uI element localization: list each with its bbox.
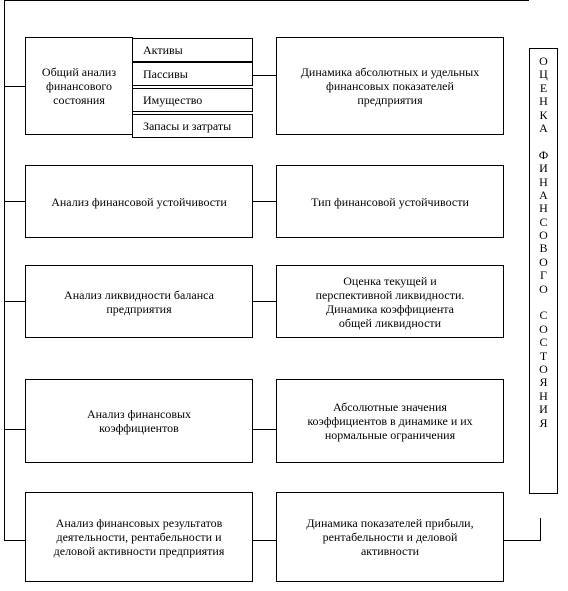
liquidity-box bbox=[25, 265, 253, 338]
vertical-title-letter: К bbox=[539, 107, 548, 122]
vertical-title-letter: О bbox=[539, 228, 548, 243]
vertical-title-letter: О bbox=[539, 361, 548, 376]
sub-item-assets bbox=[132, 38, 253, 62]
vertical-title-letter: А bbox=[539, 120, 548, 135]
right-bottom-connector bbox=[540, 518, 541, 541]
vertical-title-letter: Н bbox=[539, 388, 548, 403]
vertical-title-letter: Г bbox=[540, 268, 547, 283]
results-label: Анализ финансовых результатов деятельности, рентабельности и деловой активности предприятия bbox=[53, 516, 225, 558]
liquidity-assessment-label: Оценка текущей и перспективной ликвидности. Динамика коэффициента общей ликвидности bbox=[315, 273, 465, 330]
vertical-title-letter: С bbox=[539, 335, 548, 350]
dynamics-label: Динамика абсолютных и удельных финансовых показателей предприятия bbox=[300, 65, 480, 107]
vertical-title-letter: О bbox=[539, 281, 548, 296]
mid-connector-3 bbox=[252, 301, 277, 302]
mid-connector-5 bbox=[252, 540, 277, 541]
left-connector-3 bbox=[4, 301, 25, 302]
vertical-title-letter: А bbox=[539, 187, 548, 202]
vertical-title-letter: С bbox=[539, 308, 548, 323]
sub-item-inventory bbox=[132, 114, 253, 138]
mid-connector-2 bbox=[252, 201, 277, 202]
financial-stability-label: Анализ финансовой устойчивости bbox=[51, 194, 227, 209]
sub-item-property bbox=[132, 88, 253, 112]
results-box bbox=[25, 492, 253, 582]
sub-item-label: Запасы и затраты bbox=[143, 119, 232, 133]
ratio-values-label: Абсолютные значения коэффициентов в динамике и их нормальные ограничения bbox=[307, 400, 473, 442]
vertical-title-letter: Я bbox=[539, 415, 548, 430]
vertical-title-letter: Н bbox=[539, 201, 548, 216]
sub-item-label: Активы bbox=[143, 43, 183, 57]
mid-connector-4 bbox=[252, 429, 277, 430]
financial-stability-box bbox=[25, 165, 253, 238]
profit-dynamics-box bbox=[276, 492, 504, 582]
vertical-title-letter: Е bbox=[539, 80, 548, 95]
vertical-title-letter: Н bbox=[539, 174, 548, 189]
vertical-title-letter: О bbox=[539, 254, 548, 269]
stability-type-label: Тип финансовой устойчивости bbox=[311, 194, 469, 209]
general-analysis-label: Общий анализ финансового состояния bbox=[41, 65, 117, 107]
left-connector-2 bbox=[4, 201, 25, 202]
left-spine bbox=[4, 0, 5, 541]
sub-item-liabilities bbox=[132, 62, 253, 86]
left-connector-1 bbox=[4, 86, 25, 87]
vertical-title-letter bbox=[542, 296, 545, 309]
liquidity-label: Анализ ликвидности баланса предприятия bbox=[64, 287, 214, 316]
vertical-title-letter: Ц bbox=[539, 67, 548, 82]
stability-type-box bbox=[276, 165, 504, 238]
vertical-title-letter: И bbox=[539, 161, 548, 176]
sub-item-label: Пассивы bbox=[143, 67, 188, 81]
vertical-title-letter: О bbox=[539, 321, 548, 336]
vertical-title-letter: Я bbox=[539, 375, 548, 390]
ratios-box bbox=[25, 379, 253, 463]
sub-item-label: Имущество bbox=[143, 93, 203, 107]
vertical-title-box bbox=[529, 48, 558, 494]
vertical-title-letter: Т bbox=[539, 348, 548, 363]
vertical-title-letter: Ф bbox=[538, 147, 549, 162]
ratios-label: Анализ финансовых коэффициентов bbox=[86, 407, 192, 435]
ratio-values-box bbox=[276, 379, 504, 463]
vertical-title-letter bbox=[542, 135, 545, 148]
left-connector-4 bbox=[4, 429, 25, 430]
vertical-title-letter: И bbox=[539, 402, 548, 417]
vertical-title-letter: В bbox=[539, 241, 548, 256]
liquidity-assessment-box bbox=[276, 265, 504, 338]
general-analysis-box bbox=[25, 37, 133, 135]
dynamics-box bbox=[276, 37, 504, 135]
profit-dynamics-label: Динамика показателей прибыли, рентабельности и деловой активности bbox=[306, 516, 474, 558]
mid-connector-1 bbox=[252, 75, 277, 76]
vertical-title-letter: О bbox=[539, 54, 548, 68]
top-line bbox=[4, 0, 529, 1]
vertical-title-letter: С bbox=[539, 214, 548, 229]
vertical-title-letter: Н bbox=[539, 94, 548, 109]
